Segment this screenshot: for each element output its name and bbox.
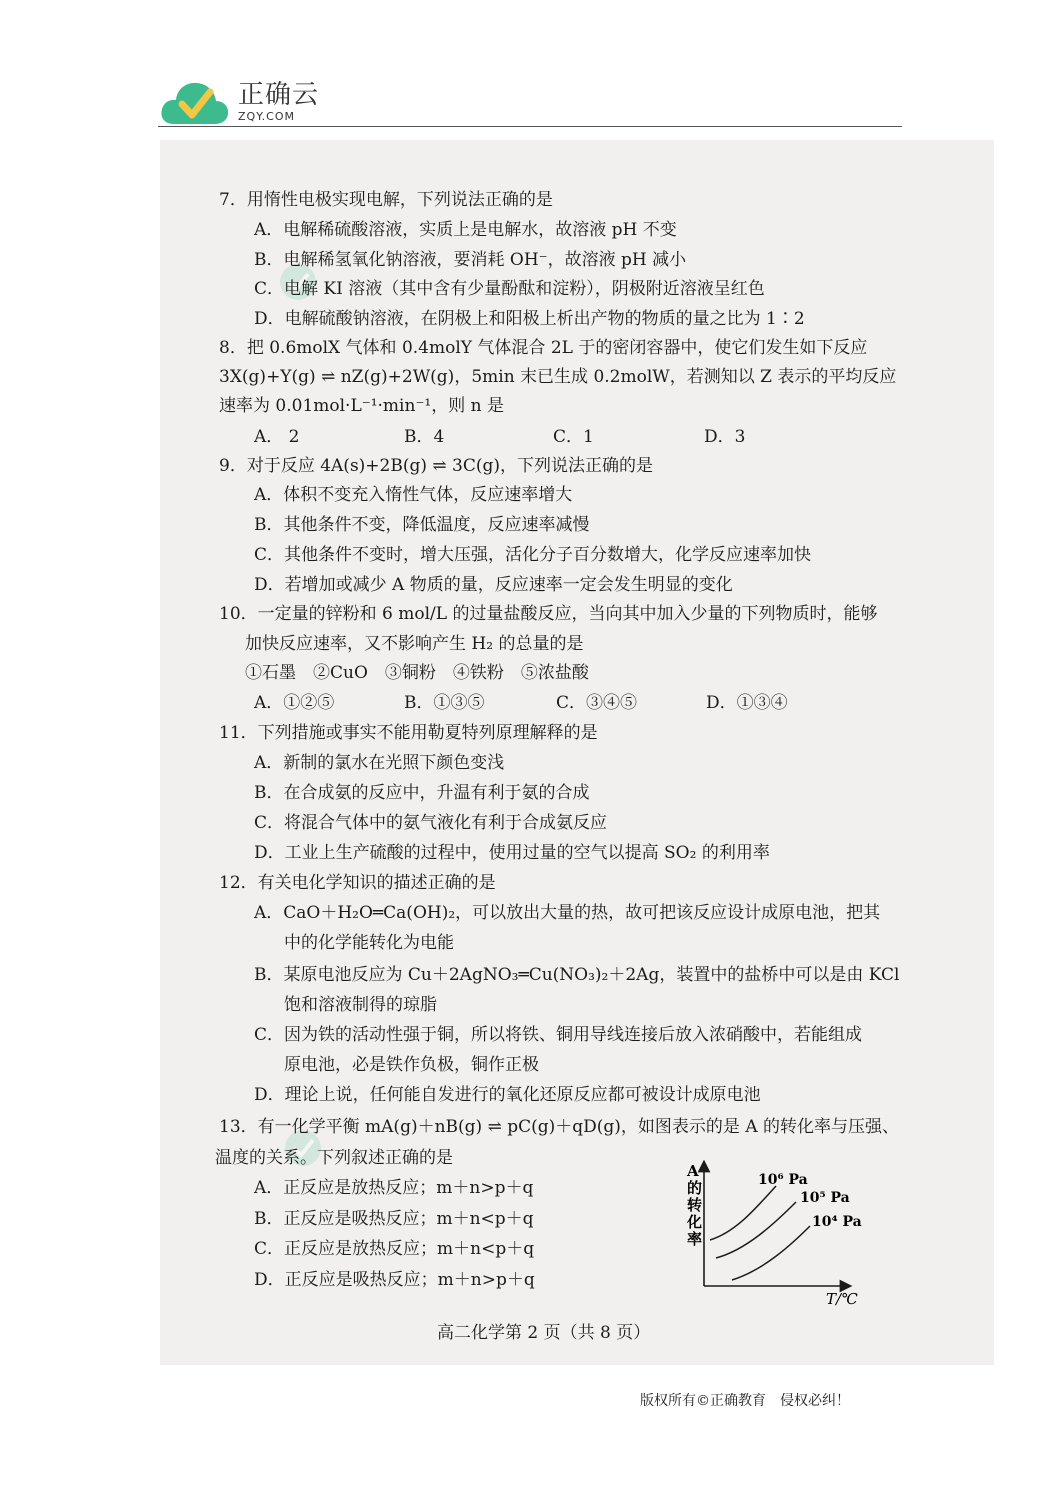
conversion-rate-chart [676,1158,876,1310]
y-axis-label: A 的转化率 [687,1162,703,1248]
q8-option-b: B．4 [404,427,445,447]
q9-option-b: B．其他条件不变，降低温度，反应速率减慢 [254,515,590,535]
q8-option-a: A． 2 [254,427,300,447]
q9-stem: 9．对于反应 4A(s)+2B(g) ⇌ 3C(g)，下列说法正确的是 [219,456,654,476]
q10-option-c: C．③④⑤ [556,693,638,713]
header-divider [158,126,902,127]
series-line-1 [710,1186,776,1240]
q11-option-d: D．工业上生产硫酸的过程中，使用过量的空气以提高 SO₂ 的利用率 [254,843,770,863]
q8-option-c: C．1 [553,427,594,447]
q10-option-a: A．①②⑤ [254,693,335,713]
q11-option-b: B．在合成氨的反应中，升温有利于氨的合成 [254,783,590,803]
cloud-check-icon [160,78,230,126]
q8-line2: 3X(g)+Y(g) ⇌ nZ(g)+2W(g)，5min 末已生成 0.2molW，若测知以 Z 表示的平均反应 [219,367,897,387]
q7-option-c: C．电解 KI 溶液（其中含有少量酚酞和淀粉），阴极附近溶液呈红色 [254,279,765,299]
q10-option-d: D．①③④ [706,693,788,713]
brand-domain: ZQY.COM [238,110,296,123]
series-label-3: 10⁴ Pa [812,1214,862,1230]
q11-stem: 11．下列措施或事实不能用勒夏特列原理解释的是 [219,723,598,743]
q10-items: ①石墨 ②CuO ③铜粉 ④铁粉 ⑤浓盐酸 [245,663,589,683]
q8-line3: 速率为 0.01mol·L⁻¹·min⁻¹，则 n 是 [219,396,504,416]
q7-stem: 7．用惰性电极实现电解，下列说法正确的是 [219,190,553,210]
q9-option-d: D．若增加或减少 A 物质的量，反应速率一定会发生明显的变化 [254,575,733,595]
q8-option-d: D．3 [704,427,746,447]
q11-option-a: A．新制的氯水在光照下颜色变浅 [254,753,505,773]
series-label-1: 10⁶ Pa [758,1172,808,1188]
q12-stem: 12．有关电化学知识的描述正确的是 [219,873,496,893]
q12-option-a-line1: A．CaO＋H₂O═Ca(OH)₂，可以放出大量的热，故可把该反应设计成原电池，把其 [254,903,881,923]
q13-option-a: A．正反应是放热反应；m＋n>p＋q [254,1178,534,1198]
x-axis-label: T/℃ [826,1290,858,1308]
q9-option-c: C．其他条件不变时，增大压强，活化分子百分数增大，化学反应速率加快 [254,545,812,565]
page-number: 高二化学第 2 页（共 8 页） [437,1323,651,1343]
series-line-3 [732,1226,810,1280]
q11-option-c: C．将混合气体中的氨气液化有利于合成氨反应 [254,813,608,833]
q13-line1: 13．有一化学平衡 mA(g)＋nB(g) ⇌ pC(g)＋qD(g)，如图表示的是 A 的转化率与压强、 [219,1117,899,1137]
q13-line2: 温度的关系。下列叙述正确的是 [215,1148,453,1168]
q12-option-b-line2: 饱和溶液制得的琼脂 [284,995,437,1015]
brand-name: 正确云 [238,80,320,110]
q13-option-d: D．正反应是吸热反应；m＋n>p＋q [254,1270,535,1290]
q12-option-d: D．理论上说，任何能自发进行的氧化还原反应都可被设计成原电池 [254,1085,761,1105]
q9-option-a: A．体积不变充入惰性气体，反应速率增大 [254,485,573,505]
q10-line1: 10．一定量的锌粉和 6 mol/L 的过量盐酸反应，当向其中加入少量的下列物质时，能够 [219,604,878,624]
q13-option-c: C．正反应是放热反应；m＋n<p＋q [254,1239,535,1259]
q13-option-b: B．正反应是吸热反应；m＋n<p＋q [254,1209,534,1229]
q7-option-a: A．电解稀硫酸溶液，实质上是电解水，故溶液 pH 不变 [254,220,677,240]
q7-option-d: D．电解硫酸钠溶液，在阴极上和阳极上析出产物的物质的量之比为 1∶2 [254,309,805,329]
q10-option-b: B．①③⑤ [404,693,485,713]
copyright-notice: 版权所有©正确教育 侵权必纠！ [640,1393,850,1409]
q12-option-c-line1: C．因为铁的活动性强于铜，所以将铁、铜用导线连接后放入浓硝酸中，若能组成 [254,1025,863,1045]
q12-option-b-line1: B．某原电池反应为 Cu＋2AgNO₃═Cu(NO₃)₂＋2Ag，装置中的盐桥中可以是由 KCl [254,965,900,985]
series-label-2: 10⁵ Pa [800,1190,850,1206]
q12-option-a-line2: 中的化学能转化为电能 [284,933,454,953]
q8-line1: 8．把 0.6molX 气体和 0.4molY 气体混合 2L 于的密闭容器中，使它们发生如下反应 [219,338,868,358]
q7-option-b: B．电解稀氢氧化钠溶液，要消耗 OH⁻，故溶液 pH 减小 [254,250,687,270]
brand-logo [160,78,319,126]
q10-line2: 加快反应速率，又不影响产生 H₂ 的总量的是 [245,634,584,654]
q12-option-c-line2: 原电池，必是铁作负极，铜作正极 [284,1055,539,1075]
